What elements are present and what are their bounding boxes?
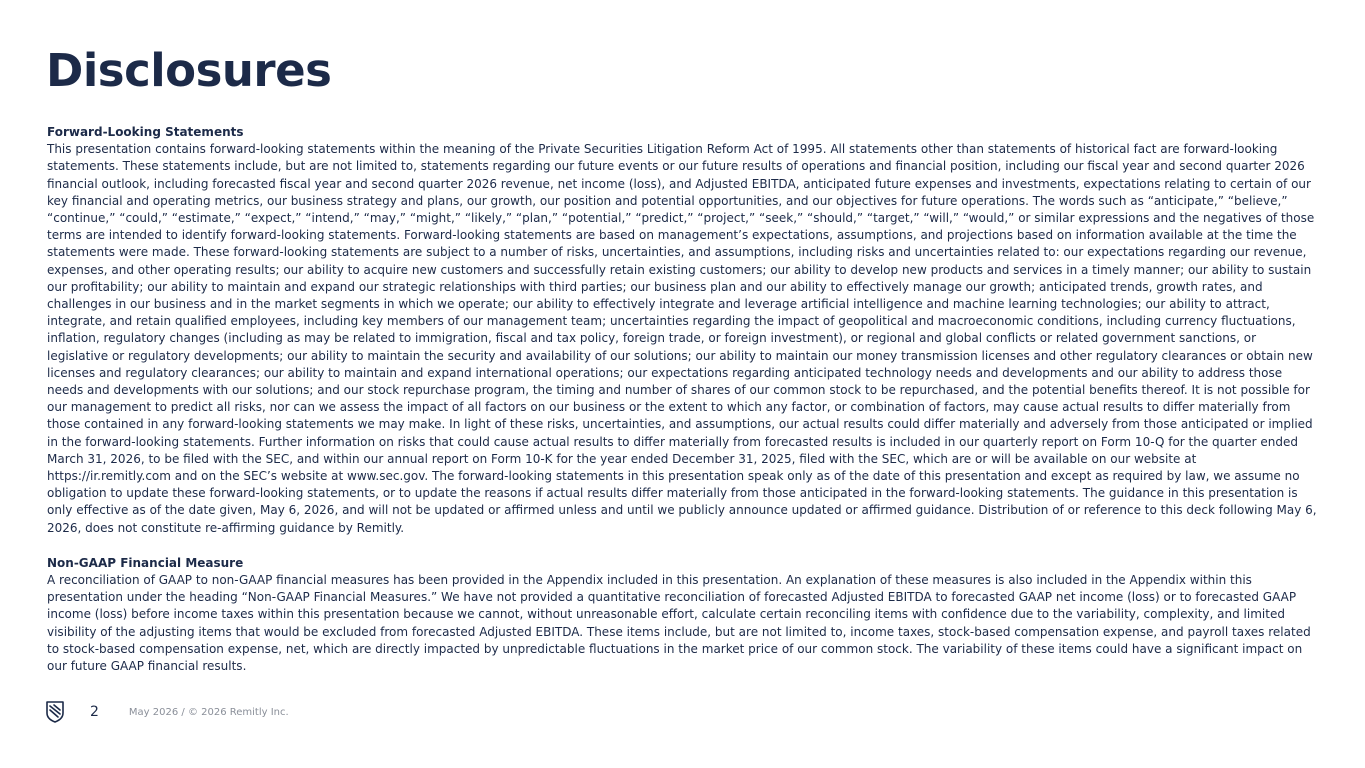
section-body: This presentation contains forward-looking statements within the meaning of the Private Securities Litigation Reform Act of 1995. All statements other than statements of historical fact are forward-looking statements. These statements include, but are not limited to, statements regarding our future events or our future results of operations and financial position, including our fiscal year and second quarter 2026 financial outlook, including forecasted fiscal year and second quarter 2026 revenue, net income (loss), and Adjusted EBITDA, anticipated future expenses and investments, expectations relating to certain of our key financial and operating metrics, our business strategy and plans, our growth, our position and potential opportunities, and our objectives for future operations. The words such as “anticipate,” “believe,” “continue,” “could,” “estimate,” “expect,” “intend,” “may,” “might,” “likely,” “plan,” “potential,” “predict,” “project,” “seek,” “should,” “target,” “will,” “would,” or similar expressions and the negatives of those terms are intended to identify forward-looking statements. Forward-looking statements are based on management’s expectations, assumptions, and projections based on information available at the time the statements were made. These forward-looking statements are subject to a number of risks, uncertainties, and assumptions, including risks and uncertainties related to: our expectations regarding our revenue, expenses, and other operating results; our ability to acquire new customers and successfully retain existing customers; our ability to develop new products and services in a timely manner; our ability to sustain our profitability; our ability to maintain and expand our strategic relationships with third parties; our business plan and our ability to effectively manage our growth; anticipated trends, growth rates, and challenges in our business and in the market segments in which we operate; our ability to effectively integrate and leverage artificial intelligence and machine learning technologies; our ability to attract, integrate, and retain qualified employees, including key members of our management team; uncertainties regarding the impact of geopolitical and macroeconomic conditions, including currency fluctuations, inflation, regulatory changes (including as may be related to immigration, fiscal and tax policy, foreign trade, or foreign investment), or regional and global conflicts or related government sanctions, or legislative or regulatory developments; our ability to maintain the security and availability of our solutions; our ability to maintain our money transmission licenses and other regulatory clearances or obtain new licenses and regulatory clearances; our ability to maintain and expand international operations; our expectations regarding anticipated technology needs and developments and our ability to address those needs and developments with our solutions; and our stock repurchase program, the timing and number of shares of our common stock to be repurchased, and the potential benefits thereof. It is not possible for our management to predict all risks, nor can we assess the impact of all factors on our business or the extent to which any factor, or combination of factors, may cause actual results to differ materially from those contained in any forward-looking statements we may make. In light of these risks, uncertainties, and assumptions, our actual results could differ materially and adversely from those anticipated or implied in the forward-looking statements. Further information on risks that could cause actual results to differ materially from forecasted results is included in our quarterly report on Form 10-Q for the quarter ended March 31, 2026, to be filed with the SEC, and within our annual report on Form 10-K for the year ended December 31, 2025, filed with the SEC, which are or will be available on our website at https://ir.remitly.com and on the SEC’s website at www.sec.gov. The forward-looking statements in this presentation speak only as of the date of this presentation and except as required by law, we assume no obligation to update these forward-looking statements, or to update the reasons if actual results differ materially from those anticipated in the forward-looking statements. The guidance in this presentation is only effective as of the date given, May 6, 2026, and will not be updated or affirmed unless and until we publicly announce updated or affirmed guidance. Distribution of or reference to this deck following May 6, 2026, does not constitute re-affirming guidance by Remitly. [47,142,1317,535]
forward-looking-section [47,124,1319,537]
page-title: Disclosures [46,44,332,97]
section-heading: Forward-Looking Statements [47,125,244,139]
section-heading: Non-GAAP Financial Measure [47,555,244,570]
footer-copyright: May 2026 / © 2026 Remitly Inc. [128,706,289,718]
remitly-shield-logo-icon [45,700,65,724]
footer [45,700,289,724]
non-gaap-section [47,555,1319,675]
section-body: A reconciliation of GAAP to non-GAAP financial measures has been provided in the Appendix included in this presentation. An explanation of these measures is also included in the Appendix within this presentation under the heading “Non-GAAP Financial Measures.” We have not provided a quantitative reconciliation of forecasted Adjusted EBITDA to forecasted GAAP net income (loss) or to forecasted GAAP income (loss) before income taxes within this presentation because we cannot, without unreasonable effort, calculate certain reconciling items with confidence due to the variability, complexity, and limited visibility of the adjusting items that would be excluded from forecasted Adjusted EBITDA. These items include, but are not limited to, income taxes, stock-based compensation expense, and payroll taxes related to stock-based compensation expense, net, which are directly impacted by unpredictable fluctuations in the market price of our common stock. The variability of these items could have a significant impact on our future GAAP financial results. [47,573,1311,674]
page-number: 2 [90,704,99,720]
disclosures-content [47,124,1319,675]
